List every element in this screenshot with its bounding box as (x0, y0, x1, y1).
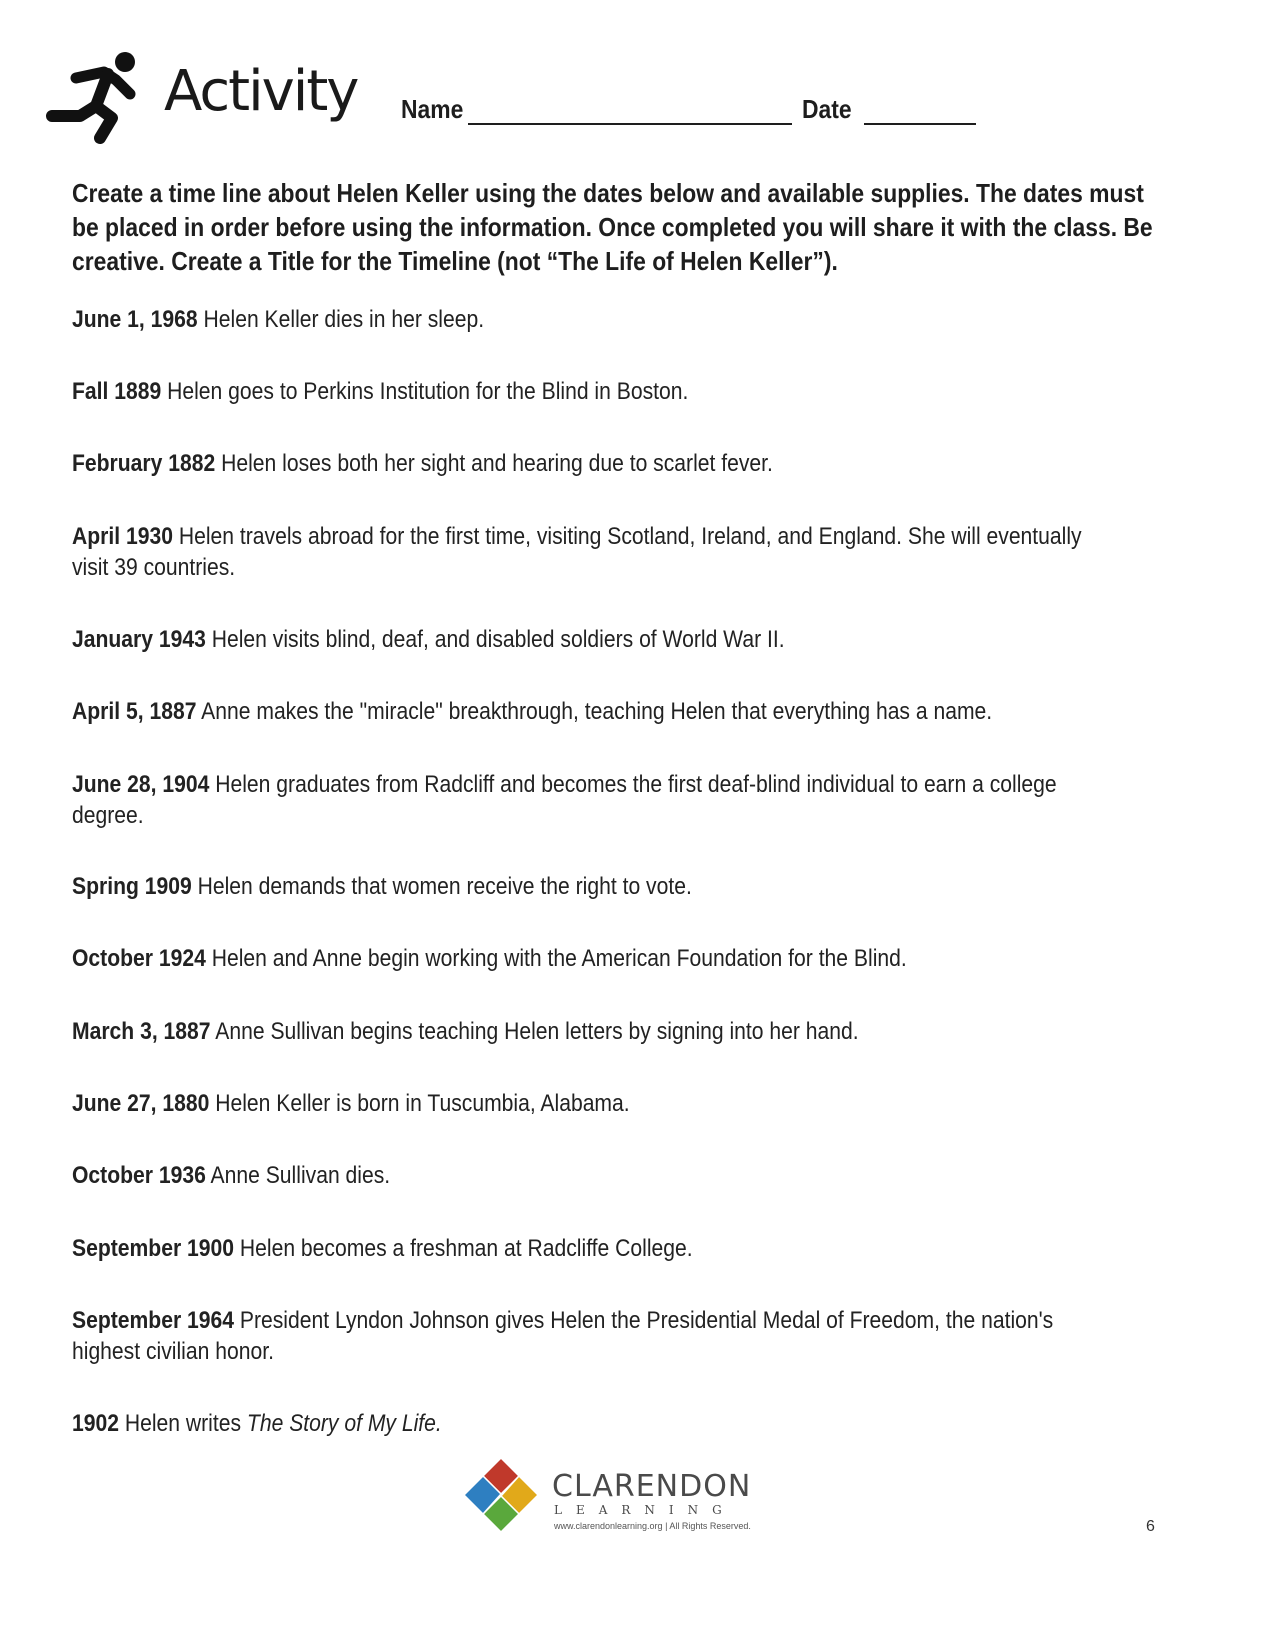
logo-name: CLARENDON (552, 1469, 752, 1504)
event-text: Helen graduates from Radcliff and becomes the first deaf-blind individual to earn a college degree. (72, 771, 1057, 829)
activity-title: Activity (164, 59, 358, 124)
event-text: Helen Keller dies in her sleep. (197, 306, 485, 333)
event-text: Helen demands that women receive the right to vote. (191, 873, 692, 900)
book-title: The Story of My Life. (246, 1410, 442, 1437)
event-item (72, 1016, 1088, 1047)
event-text: Helen goes to Perkins Institution for the Blind in Boston. (161, 378, 689, 405)
event-item (72, 1088, 1088, 1119)
event-item (72, 1408, 1088, 1439)
logo-subtitle: LEARNING (554, 1503, 736, 1517)
event-text: Anne Sullivan dies. (205, 1162, 391, 1189)
event-item (72, 769, 1088, 831)
event-date: April 5, 1887 (72, 698, 197, 725)
event-date: Spring 1909 (72, 873, 192, 900)
event-date: April 1930 (72, 523, 173, 550)
instructions: Create a time line about Helen Keller using the dates below and available supplies. The dates must be placed in order before using the information. Once completed you will share it with the class. Be creative. Create a Title for the Timeline (not “The Life of Helen Keller”). (72, 178, 1153, 276)
event-date: June 28, 1904 (72, 771, 210, 798)
event-item (72, 448, 1088, 479)
event-text: Helen visits blind, deaf, and disabled soldiers of World War II. (205, 626, 785, 653)
event-item (72, 521, 1088, 583)
event-date: June 27, 1880 (72, 1090, 210, 1117)
event-item (72, 696, 1088, 727)
date-label: Date (802, 94, 852, 124)
activity-header (46, 46, 1196, 146)
running-person-icon (46, 50, 146, 146)
event-date: September 1900 (72, 1235, 235, 1262)
event-date: September 1964 (72, 1307, 235, 1334)
puzzle-logo-icon (462, 1456, 540, 1534)
event-item (72, 1160, 1088, 1191)
logo-url: www.clarendonlearning.org | All Rights Reserved. (554, 1521, 751, 1531)
event-text: Helen writes (118, 1410, 247, 1437)
page-number: 6 (1146, 1518, 1155, 1535)
event-text: Helen becomes a freshman at Radcliffe College. (234, 1235, 693, 1262)
event-date: February 1882 (72, 450, 216, 477)
event-date: Fall 1889 (72, 378, 162, 405)
event-date: January 1943 (72, 626, 206, 653)
event-date: October 1924 (72, 945, 206, 972)
event-date: March 3, 1887 (72, 1018, 211, 1045)
event-item (72, 1305, 1088, 1367)
event-text: President Lyndon Johnson gives Helen the Presidential Medal of Freedom, the nation's highest civilian honor. (72, 1307, 1054, 1365)
event-text: Anne makes the "miracle" breakthrough, teaching Helen that everything has a name. (196, 698, 993, 725)
date-field[interactable] (864, 123, 976, 125)
event-text: Helen loses both her sight and hearing due to scarlet fever. (215, 450, 773, 477)
event-item (72, 376, 1088, 407)
event-item (72, 304, 1088, 335)
event-item (72, 624, 1088, 655)
event-item (72, 1233, 1088, 1264)
event-text: Helen travels abroad for the first time, visiting Scotland, Ireland, and England. She will eventually visit 39 countries. (72, 523, 1082, 581)
event-item (72, 871, 1088, 902)
event-item (72, 943, 1088, 974)
event-date: June 1, 1968 (72, 306, 198, 333)
name-field[interactable] (468, 123, 792, 125)
event-text: Helen Keller is born in Tuscumbia, Alabama. (209, 1090, 630, 1117)
event-date: October 1936 (72, 1162, 206, 1189)
event-date: 1902 (72, 1410, 119, 1437)
name-label: Name (401, 94, 464, 124)
event-text: Anne Sullivan begins teaching Helen letters by signing into her hand. (210, 1018, 859, 1045)
clarendon-learning-logo (462, 1456, 762, 1536)
event-text: Helen and Anne begin working with the American Foundation for the Blind. (205, 945, 907, 972)
